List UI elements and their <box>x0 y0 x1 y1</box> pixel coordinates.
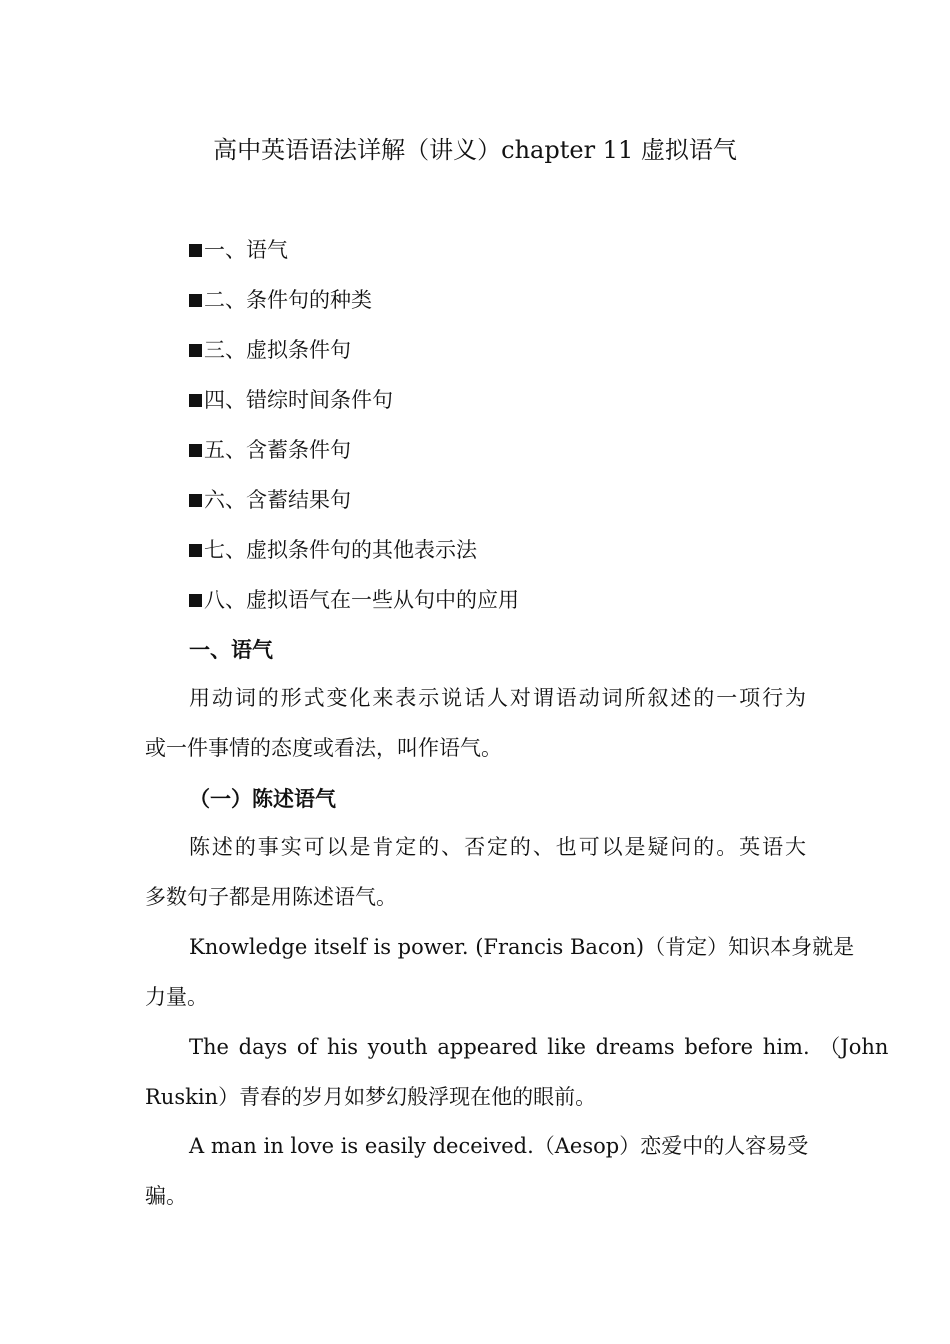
toc-item: 三、虚拟条件句 <box>189 332 519 382</box>
square-bullet-icon <box>189 294 202 307</box>
table-of-contents <box>189 232 519 632</box>
document-title: 高中英语语法详解（讲义）chapter 11 虚拟语气 <box>213 136 737 164</box>
toc-item: 六、含蓄结果句 <box>189 482 519 532</box>
toc-item: 七、虚拟条件句的其他表示法 <box>189 532 519 582</box>
toc-item: 八、虚拟语气在一些从句中的应用 <box>189 582 519 632</box>
section-heading: 一、语气 <box>189 637 273 662</box>
square-bullet-icon <box>189 244 202 257</box>
example-sentence: A man in love is easily deceived.（Aesop）恋爱中的人容易受 骗。 <box>145 1134 809 1208</box>
toc-item: 一、语气 <box>189 232 519 282</box>
toc-item: 四、错综时间条件句 <box>189 382 519 432</box>
example-sentence: The days of his youth appeared like dreams before him. （John Ruskin）青春的岁月如梦幻般浮现在他的眼前。 <box>145 1035 889 1109</box>
square-bullet-icon <box>189 544 202 557</box>
toc-item: 五、含蓄条件句 <box>189 432 519 482</box>
square-bullet-icon <box>189 594 202 607</box>
paragraph: 用动词的形式变化来表示说话人对谓语动词所叙述的一项行为 或一件事情的态度或看法，叫作语气。 <box>145 686 806 760</box>
paragraph: 陈述的事实可以是肯定的、否定的、也可以是疑问的。英语大 多数句子都是用陈述语气。 <box>145 835 806 909</box>
square-bullet-icon <box>189 494 202 507</box>
square-bullet-icon <box>189 444 202 457</box>
square-bullet-icon <box>189 344 202 357</box>
toc-item: 二、条件句的种类 <box>189 282 519 332</box>
square-bullet-icon <box>189 394 202 407</box>
subsection-heading: （一）陈述语气 <box>189 786 336 811</box>
example-sentence: Knowledge itself is power. (Francis Bacon)（肯定）知识本身就是 力量。 <box>145 935 855 1009</box>
